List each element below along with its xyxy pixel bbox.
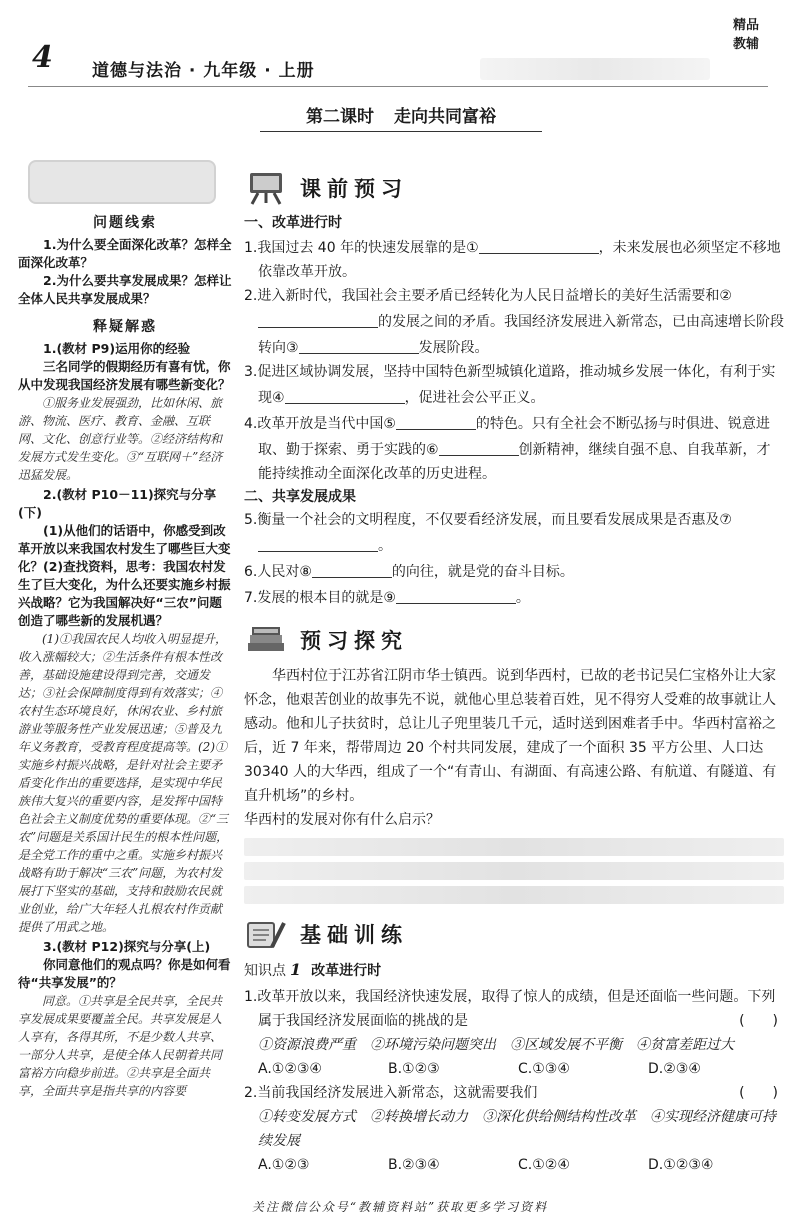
answer-blank-5[interactable] [396,412,476,430]
knowledge-point-label: 知识点 [244,963,286,979]
preview-item-1: 1.我国过去 40 年的快速发展靠的是① ，未来发展也必须坚定不移地依靠改革开放。 [244,234,784,284]
lesson-title-part2: 走向共同富裕 [394,107,496,127]
sidebar-item2-question: (1)从他们的话语中，你感受到改革开放以来我国农村发生了哪些巨大变化？(2)查找资料，思考：我国农村发生了巨大变化，为什么还要实施乡村振兴战略？它为我国解决好“三农”问题创造了哪些新的发展机遇？ [18,523,231,628]
book-title: 道德与法治 · 九年级 · 上册 [92,61,315,81]
question-1-choices [244,1057,784,1081]
question-2-stem: 2.当前我国经济发展进入新常态，这就需要我们 ( ) [244,1081,784,1105]
training-section-header [244,914,784,954]
knowledge-point-heading [244,958,784,983]
main-content [244,168,784,1177]
answer-blank-8[interactable] [312,560,392,578]
explore-section-title: 预习探究 [300,629,408,653]
sidebar-heading-clues: 问题线索 [93,215,157,231]
preview-subheading-sharing: 二、共享发展成果 [244,489,356,505]
sidebar-heading-explanations: 释疑解惑 [93,319,157,335]
sidebar-item1-question: 三名同学的假期经历有喜有忧，你从中发现我国经济发展有哪些新变化？ [18,359,231,392]
sidebar-item3-title: 3.(教材 P12)探究与分享(上) [43,939,211,954]
sidebar-item2-answer: (1)①我国农民人均收入明显提升，收入涨幅较大；②生活条件有根本性改善，基础设施建设得到完善，交通发达；③社会保障制度得到有效落实；④农村生态环境良好，休闲农业、乡村旅游业等服务性产业发展迅速；⑤普及九年义务教育，受教育程度提高等。(2)①实施乡村振兴战略，是针对社会主要矛盾变化作出的重要选择，是实现中华民族伟大复兴的重要内容，是发挥中国特色社会主义制度优势的重要体现。②“三农”问题是关系国计民生的根本性问题，是全党工作的重中之重。实施乡村振兴战略有助于解决“三农”问题，为农村发展打下坚实的基础，支持和鼓励农民就业创业，给广大年轻人扎根农村作贡献提供了用武之地。 [18,632,229,934]
explore-passage: 华西村位于江苏省江阴市华士镇西。说到华西村，已故的老书记吴仁宝格外让大家怀念，他艰苦创业的故事先不说，就他心里总装着百姓，见不得穷人受难的故事就让人感动。他和儿子扶贫时，总让儿子兜里装几千元，适时送到困难者手中。华西村富裕之后，近 7 年来，帮带周边 20 个村共同发展，建成了一个面积 35 平方公里、人口达 30340 人的大华西，组成了一个“有青山、有湖面、有高速公路、有航道、有隧道、有直升机场”的乡村。 [244,668,777,804]
header-rule [28,86,768,87]
answer-blank-2[interactable] [258,310,378,328]
question-1-choice-d[interactable]: D.②③④ [648,1061,701,1077]
answer-blank-4[interactable] [285,386,405,404]
explore-question: 华西村的发展对你有什么启示？ [244,812,440,828]
sidebar-item1-title: 1.(教材 P9)运用你的经验 [43,341,191,356]
question-2-choice-d[interactable]: D.①②③④ [648,1157,714,1173]
sidebar-question-1: 1.为什么要全面深化改革？怎样全面深化改革？ [18,237,232,270]
knowledge-point-name: 改革进行时 [311,963,382,979]
question-1-choice-b[interactable]: B.①②③ [388,1061,440,1077]
question-1-choice-a[interactable]: A.①②③④ [258,1061,322,1077]
preview-subheading-reform: 一、改革进行时 [244,215,342,231]
footer-note: 关注微信公众号“教辅资料站”获取更多学习资料 [251,1200,549,1214]
answer-blank-3[interactable] [299,336,419,354]
brand-label [720,16,772,54]
sidebar-question-2: 2.为什么要共享发展成果？怎样让全体人民共享发展成果？ [18,273,232,306]
answer-line-3[interactable] [244,886,784,904]
question-1-choice-c[interactable]: C.①③④ [518,1061,570,1077]
answer-line-1[interactable] [244,838,784,856]
sidebar-item3-answer: 同意。①共享是全民共享，全民共享发展成果要覆盖全民。共享发展是人人享有，各得其所，不是少数人共享、一部分人共享，是使全体人民朝着共同富裕方向稳步前进。②共享是全面共享，全面共享是指共享的内容要 [18,994,223,1098]
sidebar-item1-answer: ①服务业发展强劲，比如休闲、旅游、物流、医疗、教育、金融、互联网、文化、创意行业等。②经济结构和发展方式发生变化。③“互联网＋”经济迅猛发展。 [18,396,223,482]
preview-item-4: 4.改革开放是当代中国⑤ 的特色。只有全社会不断弘扬与时俱进、锐意进取、勤于探索、勇于实践的⑥ 创新精神，继续自强不息、自我革新，才能持续推动全面深化改革的历史进程。 [244,410,784,486]
answer-blank-6[interactable] [439,438,519,456]
brand-line-1: 精品 [732,18,759,33]
notebook-pen-icon [244,917,288,951]
sidebar-item2-title: 2.(教材 P10－11)探究与分享(下) [18,487,217,520]
training-section-title: 基础训练 [300,923,408,947]
question-2-choice-b[interactable]: B.②③④ [388,1157,440,1173]
question-1-stem: 1.改革开放以来，我国经济快速发展，取得了惊人的成绩，但是还面临一些问题。下列属于我国经济发展面临的挑战的是 ( ) [244,985,784,1033]
question-2-answer-paren[interactable]: ( ) [739,1085,778,1101]
lesson-title [260,102,542,132]
books-icon [244,623,288,657]
question-2-choices [244,1153,784,1177]
answer-blank-7[interactable] [258,534,378,552]
answer-blank-9[interactable] [396,586,516,604]
preview-item-7: 7.发展的根本目的就是⑨ 。 [244,584,784,610]
lesson-title-part1: 第二课时 [306,107,374,127]
answer-blank-1[interactable] [479,236,599,254]
question-2-choice-a[interactable]: A.①②③ [258,1157,310,1173]
sidebar-item3-question: 你同意他们的观点吗？你是如何看待“共享发展”的？ [18,957,231,990]
preview-item-5: 5.衡量一个社会的文明程度，不仅要看经济发展，而且要看发展成果是否惠及⑦。 [244,512,732,554]
page-header [0,0,800,96]
sidebar-banner-image [28,160,216,204]
preview-item-3: 3.促进区域协调发展，坚持中国特色新型城镇化道路，推动城乡发展一体化，有利于实现④ ，促进社会公平正义。 [244,364,776,406]
easel-icon [244,171,288,205]
page-number: 4 [32,40,53,75]
preview-item-2: 2.进入新时代，我国社会主要矛盾已经转化为人民日益增长的美好生活需要和②的发展之间的矛盾。我国经济发展进入新常态，已由高速增长阶段转向③ 发展阶段。 [244,288,784,356]
question-2-choice-c[interactable]: C.①②④ [518,1157,570,1173]
explore-section-header [244,620,784,660]
question-1-answer-paren[interactable]: ( ) [739,1013,778,1029]
question-2-statements: ①转变发展方式 ②转换增长动力 ③深化供给侧结构性改革 ④实现经济健康可持续发展 [258,1109,776,1149]
sidebar [18,160,232,1100]
preview-item-6: 6.人民对⑧ 的向往，就是党的奋斗目标。 [244,558,784,584]
preview-section-header [244,168,784,208]
question-1-statements: ①资源浪费严重 ②环境污染问题突出 ③区域发展不平衡 ④贫富差距过大 [258,1037,734,1053]
header-decoration [480,58,710,80]
preview-section-title: 课前预习 [300,177,408,201]
answer-line-2[interactable] [244,862,784,880]
brand-line-2: 教辅 [732,37,759,52]
knowledge-point-number: 1 [290,960,302,979]
